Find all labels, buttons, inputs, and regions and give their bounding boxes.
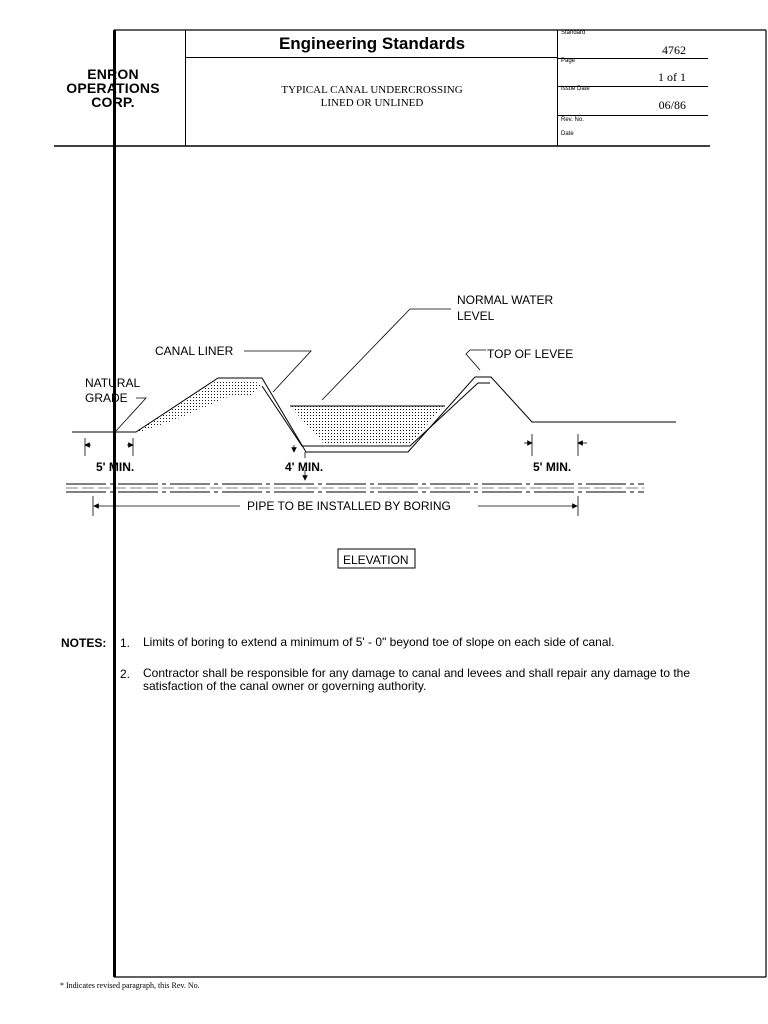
document-title: Engineering Standards (278, 34, 466, 53)
note-number: 2. (120, 667, 131, 681)
standard-label: Standard (561, 30, 586, 36)
natural-grade-label-1: NATURAL (85, 376, 141, 390)
normal-water-level-label-2: LEVEL (457, 309, 495, 323)
note-text: Contractor shall be responsible for any damage to canal and levees and shall repair any damage to the satisfaction of the canal owner or governing authority. (143, 666, 691, 693)
top-of-levee-label: TOP OF LEVEE (487, 347, 574, 361)
min-left-label: 5' MIN. (96, 460, 135, 474)
min-center-label: 4' MIN. (285, 460, 324, 474)
issue-date-label: Issue Date (561, 86, 590, 92)
company-name-line1: ENRON (87, 66, 139, 82)
canal-liner-label: CANAL LINER (155, 344, 234, 358)
pipe-label: PIPE TO BE INSTALLED BY BORING (247, 499, 451, 513)
company-logo (52, 67, 174, 109)
subtitle-line1: TYPICAL CANAL UNDERCROSSING (281, 84, 463, 96)
company-name-line2: OPERATIONS (66, 80, 160, 96)
natural-grade-label-2: GRADE (85, 391, 128, 405)
notes-heading: NOTES: (61, 636, 107, 650)
rev-no-label: Rev. No. (561, 117, 584, 123)
note-number: 1. (120, 636, 131, 650)
normal-water-level-label-1: NORMAL WATER (457, 293, 554, 307)
note-text: Limits of boring to extend a minimum of 5' - 0" beyond toe of slope on each side of canal. (143, 635, 615, 649)
subtitle-line2: LINED OR UNLINED (320, 97, 424, 109)
top-of-levee-leader (466, 350, 486, 370)
page-value: 1 of 1 (658, 70, 686, 84)
min-right-label: 5' MIN. (533, 460, 572, 474)
elevation-label: ELEVATION (343, 553, 409, 567)
water-level-leader (322, 309, 451, 400)
canal-undercrossing-drawing (0, 280, 768, 580)
issue-date-value: 06/86 (658, 98, 686, 112)
revision-footnote: * Indicates revised paragraph, this Rev. No. (60, 981, 200, 990)
company-name-line3: CORP. (91, 94, 135, 110)
drawing-subtitle (186, 84, 558, 110)
date-label: Date (561, 131, 574, 137)
standard-value: 4762 (662, 43, 686, 57)
page-label: Page (561, 58, 576, 64)
